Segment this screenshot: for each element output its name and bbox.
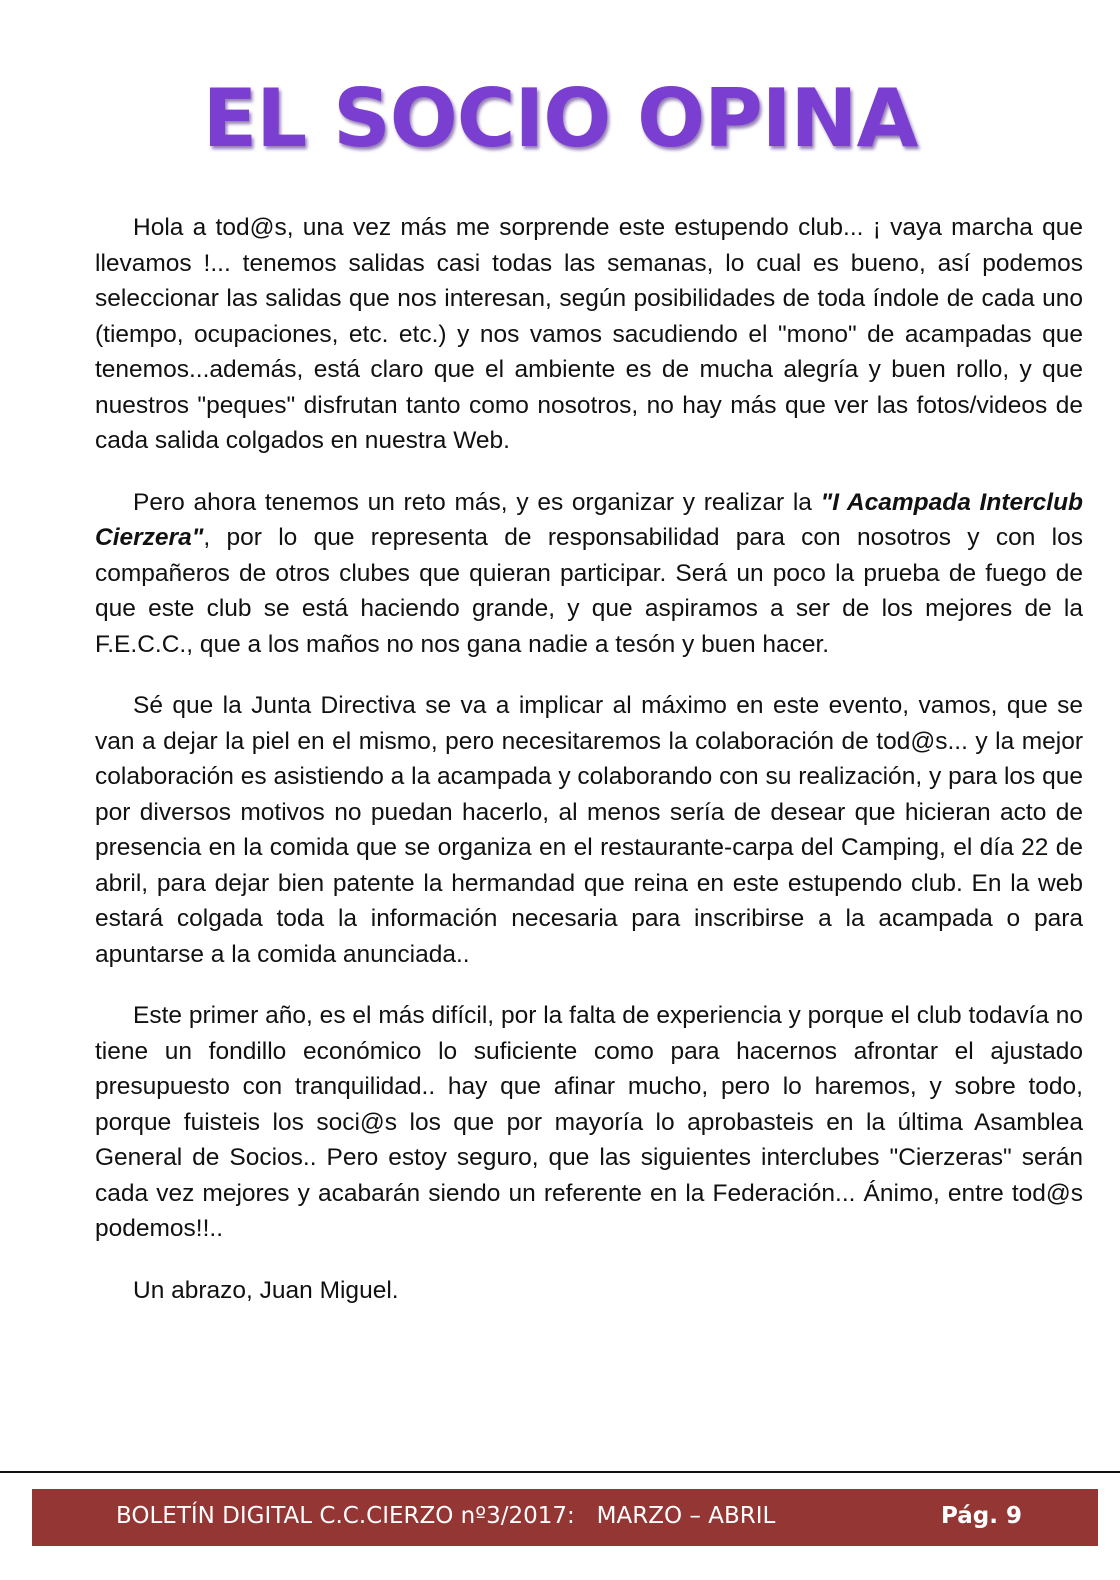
paragraph-greeting: Hola a tod@s, una vez más me sorprende este estupendo club... ¡ vaya marcha que llevamos !... tenemos salidas casi todas las semanas, lo cual es bueno, así podemos seleccionar las salidas que nos interesan, según posibilidades de toda índole de cada uno (tiempo, ocupaciones, etc. etc.) y nos vamos sacudiendo el "mono" de acampadas que tenemos...además, está claro que el ambiente es de mucha alegría y buen rollo, y que nuestros "peques" disfrutan tanto como nosotros, no hay más que ver las fotos/videos de cada salida colgados en nuestra Web. bbox=[95, 214, 1083, 454]
paragraph-challenge bbox=[95, 485, 1083, 663]
event-name: "I Acampada Interclub Cierzera" bbox=[95, 488, 1084, 551]
article-body bbox=[95, 210, 1083, 1334]
footer-publication: BOLETÍN DIGITAL C.C.CIERZO nº3/2017: MARZO – ABRIL bbox=[116, 1503, 776, 1529]
footer-page-number: Pág. 9 bbox=[941, 1503, 1022, 1529]
footer-bar bbox=[32, 1489, 1098, 1546]
paragraph-first-year: Este primer año, es el más difícil, por la falta de experiencia y porque el club todavía no tiene un fondillo económico lo suficiente como para hacernos afrontar el ajustado presupuesto con tranquilidad.. hay que afinar mucho, pero lo haremos, y sobre todo, porque fuisteis los soci@s los que por mayoría lo aprobasteis en la última Asamblea General de Socios.. Pero estoy seguro, que las siguientes interclubes "Cierzeras" serán cada vez mejores y acabarán siendo un referente en la Federación... Ánimo, entre tod@s podemos!!.. bbox=[95, 1002, 1083, 1242]
paragraph-challenge-rest: , por lo que representa de responsabilidad para con nosotros y con los compañeros de otros clubes que quieran participar. Será un poco la prueba de fuego de que este club se está haciendo grande, y que aspiramos a ser de los mejores de la F.E.C.C., que a los maños no nos gana nadie a tesón y buen hacer. bbox=[95, 524, 1083, 658]
paragraph-collaboration: Sé que la Junta Directiva se va a implicar al máximo en este evento, vamos, que se van a dejar la piel en el mismo, pero necesitaremos la colaboración de tod@s... y la mejor colaboración es asistiendo a la acampada y colaborando con su realización, y para los que por diversos motivos no puedan hacerlo, al menos sería de desear que hicieran acto de presencia en la comida que se organiza en el restaurante-carpa del Camping, el día 22 de abril, para dejar bien patente la hermandad que reina en este estupendo club. En la web estará colgada toda la información necesaria para inscribirse a la acampada o para apuntarse a la comida anunciada.. bbox=[95, 692, 1083, 968]
page-title: EL SOCIO OPINA bbox=[202, 72, 918, 165]
paragraph-signature: Un abrazo, Juan Miguel. bbox=[133, 1276, 399, 1304]
paragraph-challenge-intro: Pero ahora tenemos un reto más, y es organizar y realizar la bbox=[133, 488, 821, 516]
footer-divider bbox=[0, 1471, 1120, 1473]
